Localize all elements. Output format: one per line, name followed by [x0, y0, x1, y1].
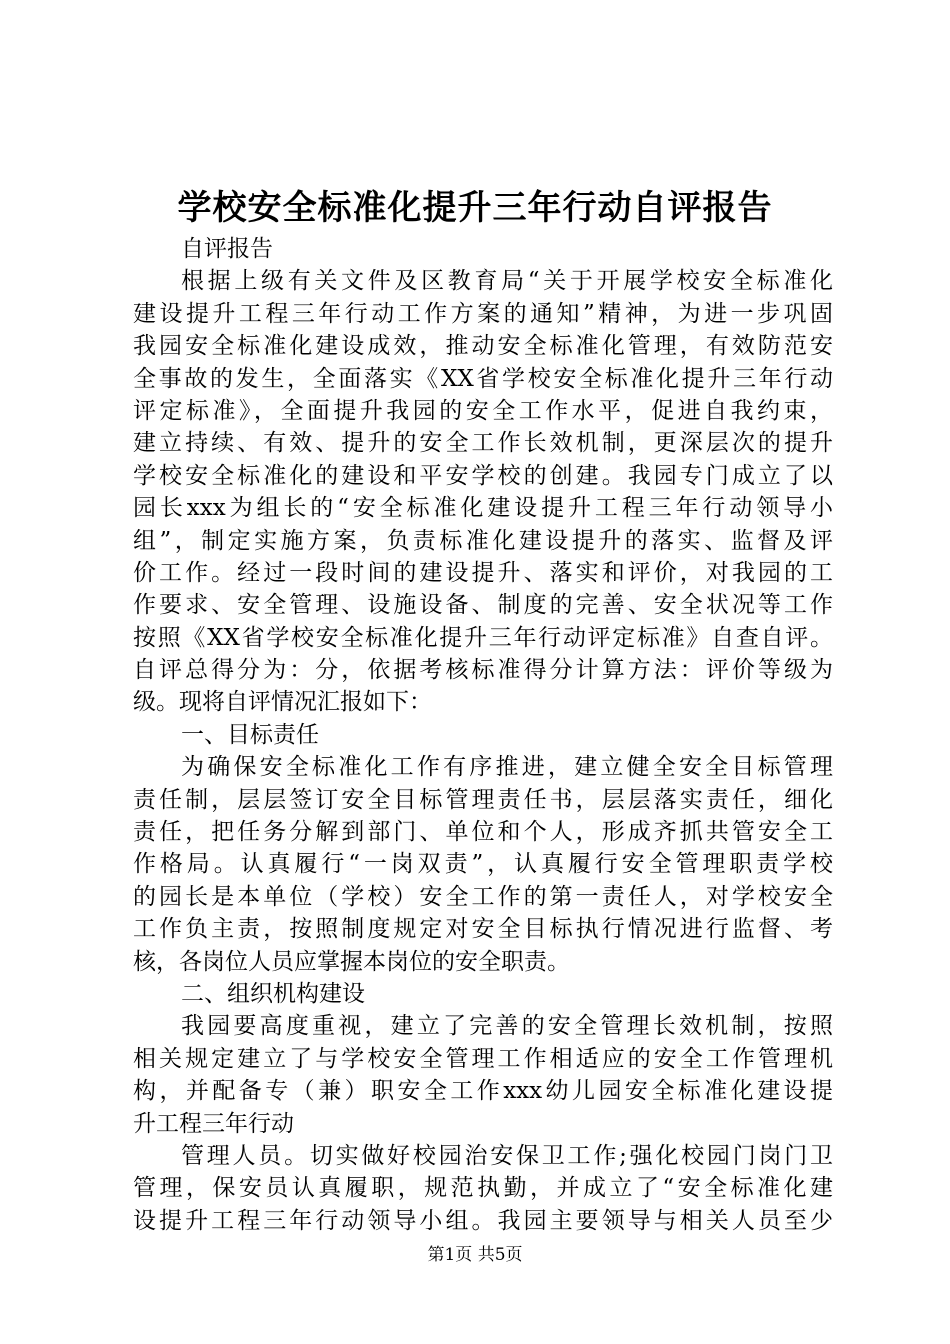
text-line: 管理，保安员认真履职，规范执勤，并成立了“安全标准化建 [133, 1175, 833, 1202]
text-line: 一、目标责任 [181, 721, 319, 748]
text-line: 全事故的发生，全面落实《XX省学校安全标准化提升三年行动 [133, 365, 833, 392]
text-line: 按照《XX省学校安全标准化提升三年行动评定标准》自查自评。 [133, 624, 833, 651]
text-line: 二、组织机构建设 [181, 980, 365, 1007]
text-line: 根据上级有关文件及区教育局“关于开展学校安全标准化 [181, 268, 833, 295]
text-line: 工作负主责，按照制度规定对安全目标执行情况进行监督、考 [133, 916, 833, 943]
text-line: 园长xxx为组长的“安全标准化建设提升工程三年行动领导小 [133, 495, 833, 522]
text-line: 组”，制定实施方案，负责标准化建设提升的落实、监督及评 [133, 527, 833, 554]
text-line: 自评报告 [181, 236, 273, 262]
text-line: 核，各岗位人员应掌握本岗位的安全职责。 [133, 948, 570, 975]
text-line: 责任，把任务分解到部门、单位和个人，形成齐抓共管安全工 [133, 819, 833, 846]
text-line: 级。现将自评情况汇报如下： [133, 689, 432, 716]
text-line: 自评总得分为：分，依据考核标准得分计算方法：评价等级为 [133, 657, 833, 684]
text-line: 构，并配备专（兼）职安全工作xxx幼儿园安全标准化建设提 [133, 1078, 833, 1105]
text-line: 的园长是本单位（学校）安全工作的第一责任人，对学校安全 [133, 883, 833, 910]
text-line: 相关规定建立了与学校安全管理工作相适应的安全工作管理机 [133, 1045, 833, 1072]
text-line: 作要求、安全管理、设施设备、制度的完善、安全状况等工作 [133, 592, 833, 619]
document-body [133, 233, 833, 1237]
text-line: 建立持续、有效、提升的安全工作长效机制，更深层次的提升 [133, 430, 833, 457]
text-line: 为确保安全标准化工作有序推进，建立健全安全目标管理 [181, 754, 833, 781]
text-line: 设提升工程三年行动领导小组。我园主要领导与相关人员至少 [133, 1207, 833, 1234]
document-title: 学校安全标准化提升三年行动自评报告 [177, 188, 773, 228]
text-line: 管理人员。切实做好校园治安保卫工作;强化校园门岗门卫 [181, 1142, 833, 1169]
text-line: 评定标准》，全面提升我园的安全工作水平，促进自我约束， [133, 397, 833, 424]
page-footer: 第1页 共5页 [427, 1245, 523, 1265]
text-line: 学校安全标准化的建设和平安学校的创建。我园专门成立了以 [133, 462, 833, 489]
text-line: 我园安全标准化建设成效，推动安全标准化管理，有效防范安 [133, 333, 833, 360]
text-line: 作格局。认真履行“一岗双责”，认真履行安全管理职责学校 [133, 851, 833, 878]
text-line: 升工程三年行动 [133, 1110, 294, 1137]
text-line: 我园要高度重视，建立了完善的安全管理长效机制，按照 [181, 1013, 833, 1040]
text-line: 责任制，层层签订安全目标管理责任书，层层落实责任，细化 [133, 786, 833, 813]
text-line: 价工作。经过一段时间的建设提升、落实和评价，对我园的工 [133, 559, 833, 586]
text-line: 建设提升工程三年行动工作方案的通知”精神，为进一步巩固 [133, 300, 833, 327]
